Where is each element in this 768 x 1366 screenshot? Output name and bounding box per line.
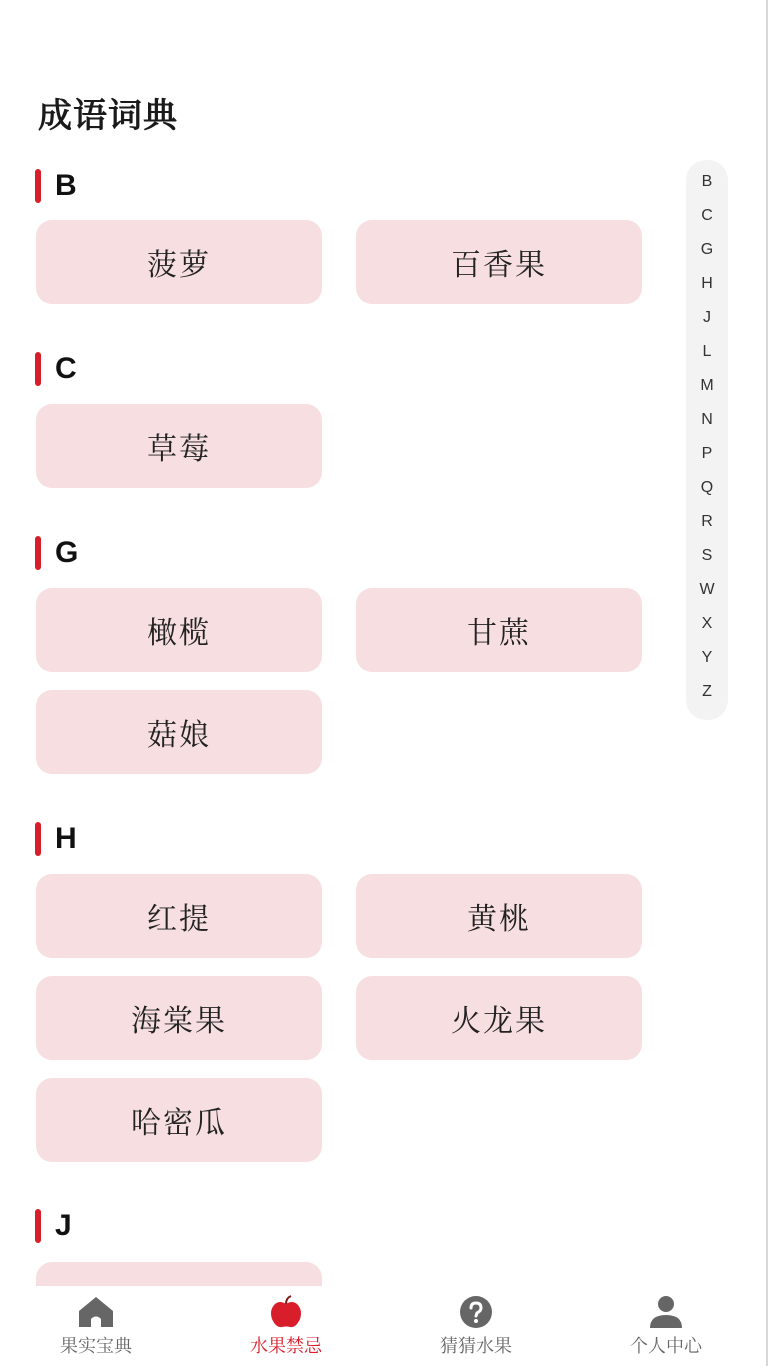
index-letter-g[interactable]: G [700,241,714,258]
person-icon [646,1294,686,1330]
apple-icon [266,1294,306,1330]
fruit-card[interactable]: 海棠果 [36,976,322,1060]
index-letter-c[interactable]: C [701,207,713,224]
question-icon [456,1294,496,1330]
section-letter: G [55,536,79,569]
tab-fruit-encyclopedia[interactable] [0,1286,192,1366]
index-letter-j[interactable]: J [703,309,711,326]
fruit-card[interactable]: 哈密瓜 [36,1078,322,1162]
index-letter-n[interactable]: N [701,411,713,428]
section-header-g [35,536,78,570]
index-letter-b[interactable]: B [701,173,713,190]
index-letter-l[interactable]: L [702,343,712,360]
tab-label: 水果禁忌 [250,1336,322,1357]
home-icon [76,1294,116,1330]
section-header-c [35,352,77,386]
tab-profile[interactable] [570,1286,762,1366]
index-letter-x[interactable]: X [701,615,713,632]
fruit-card[interactable]: 菠萝 [36,220,322,304]
section-header-h [35,822,77,856]
tab-label: 个人中心 [630,1336,702,1357]
fruit-card[interactable]: 橄榄 [36,588,322,672]
section-accent-bar [35,352,41,386]
fruit-card[interactable]: 百香果 [356,220,642,304]
index-letter-m[interactable]: M [700,377,714,394]
index-letter-h[interactable]: H [701,275,713,292]
bottom-tab-bar [0,1286,766,1366]
tab-guess-fruit[interactable] [380,1286,572,1366]
section-header-b [35,169,77,203]
index-letter-y[interactable]: Y [701,649,713,666]
fruit-card[interactable]: 甘蔗 [356,588,642,672]
index-letter-w[interactable]: W [699,581,715,598]
index-letter-z[interactable]: Z [702,683,712,700]
section-header-j [35,1209,72,1243]
section-accent-bar [35,536,41,570]
tab-label: 果实宝典 [60,1336,132,1357]
section-accent-bar [35,169,41,203]
tab-label: 猜猜水果 [440,1336,512,1357]
section-accent-bar [35,1209,41,1243]
fruit-card[interactable]: 火龙果 [356,976,642,1060]
index-letter-r[interactable]: R [701,513,713,530]
page-title: 成语词典 [38,96,178,136]
index-letter-s[interactable]: S [701,547,713,564]
section-letter: H [55,822,77,855]
fruit-card[interactable]: 红提 [36,874,322,958]
section-letter: J [55,1209,72,1242]
index-letter-p[interactable]: P [701,445,713,462]
section-letter: B [55,169,77,202]
tab-fruit-taboos[interactable] [190,1286,382,1366]
fruit-card[interactable]: 黄桃 [356,874,642,958]
section-letter: C [55,352,77,385]
fruit-card[interactable]: 草莓 [36,404,322,488]
alphabet-index[interactable] [686,160,728,720]
index-letter-q[interactable]: Q [700,479,714,496]
fruit-card[interactable]: 菇娘 [36,690,322,774]
fruit-card[interactable] [36,1262,322,1286]
section-accent-bar [35,822,41,856]
